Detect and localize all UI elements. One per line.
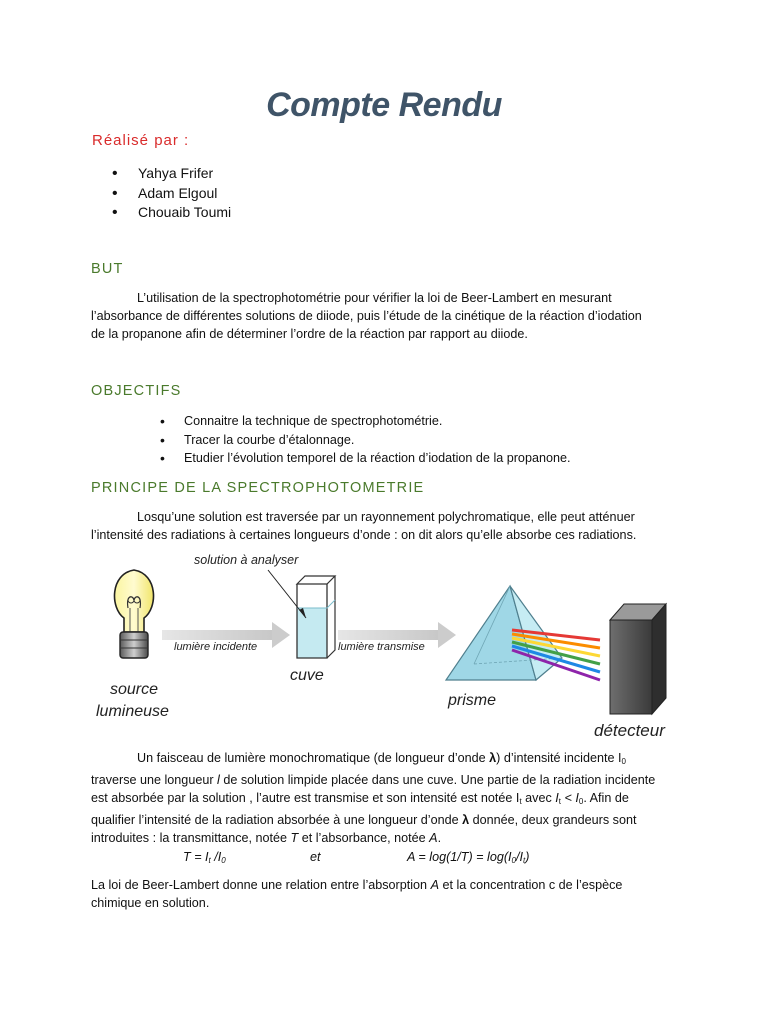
author-item: • Chouaib Toumi: [112, 203, 231, 223]
para-line: traverse une longueur l de solution limpide placée dans une cuve. Une partie de la radiation incidente: [91, 773, 656, 787]
absorbance-formula: $A = \log(1/T) = \log(I_0/I_t)$: [407, 850, 530, 865]
author-list: [112, 164, 231, 223]
formula-et: et: [310, 850, 321, 864]
but-line: L’utilisation de la spectrophotométrie pour vérifier la loi de Beer-Lambert en mesurant: [137, 291, 612, 305]
transmitted-label: lumière transmise: [338, 641, 425, 653]
principe-line: l’intensité des radiations à certaines longueurs d’onde : on dit alors qu’elle absorbe ces radiations.: [91, 528, 637, 542]
objectifs-list: [160, 412, 570, 468]
para-line: est absorbée par la solution , l’autre est transmise et son intensité est notée $I_t$ avec $I_t < I_0$. Afin de: [91, 791, 629, 806]
cuve-label: cuve: [290, 667, 324, 684]
realise-par-label: Réalisé par :: [92, 132, 190, 149]
but-line: l’absorbance de différentes solutions de diiode, puis l’étude de la cinétique de la réaction d’iodation: [91, 309, 642, 323]
prism-label: prisme: [448, 692, 497, 709]
solution-label: solution à analyser: [194, 553, 299, 567]
detector-icon: [610, 604, 666, 714]
para-line: chimique en solution.: [91, 896, 210, 910]
section-heading-objectifs: OBJECTIFS: [91, 383, 182, 399]
author-item: • Yahya Frifer: [112, 164, 231, 184]
incident-label: lumière incidente: [174, 641, 258, 653]
detector-label: détecteur: [594, 721, 665, 740]
principe-line: Losqu’une solution est traversée par un rayonnement polychromatique, elle peut atténuer: [137, 510, 635, 524]
light-bulb-icon: [115, 570, 154, 658]
page-title: Compte Rendu: [266, 86, 502, 124]
objectif-item: • Tracer la courbe d’étalonnage.: [160, 431, 570, 450]
para-line: qualifier l’intensité de la radiation absorbée à une longueur d’onde λ donnée, deux grandeurs sont: [91, 813, 637, 827]
transmittance-formula: $T = I_t$ $/I_0$: [183, 850, 226, 865]
objectif-item: • Connaitre la technique de spectrophotométrie.: [160, 412, 570, 431]
spectrophotometer-diagram: [92, 548, 692, 740]
cuvette-icon: [268, 570, 335, 658]
principe-intro: [91, 508, 681, 544]
source-label-line1: source: [110, 681, 159, 698]
conclusion-paragraph: [91, 876, 681, 912]
monochromatic-paragraph: [91, 749, 681, 847]
section-heading-principe: PRINCIPE DE LA SPECTROPHOTOMETRIE: [91, 480, 425, 496]
objectif-item: • Etudier l’évolution temporel de la réaction d’iodation de la propanone.: [160, 449, 570, 468]
but-line: de la propanone afin de déterminer l’ordre de la réaction par rapport au diiode.: [91, 327, 528, 341]
para-line: Un faisceau de lumière monochromatique (de longueur d’onde λ) d’intensité incidente $I_0$: [137, 751, 626, 766]
para-line: introduites : la transmittance, notée T et l’absorbance, notée A.: [91, 831, 442, 845]
para-line: La loi de Beer-Lambert donne une relation entre l’absorption A et la concentration c de l’espèce: [91, 878, 623, 892]
source-label-line2: lumineuse: [96, 703, 169, 720]
section-heading-but: BUT: [91, 261, 124, 277]
but-paragraph: [91, 289, 681, 343]
author-item: • Adam Elgoul: [112, 184, 231, 204]
